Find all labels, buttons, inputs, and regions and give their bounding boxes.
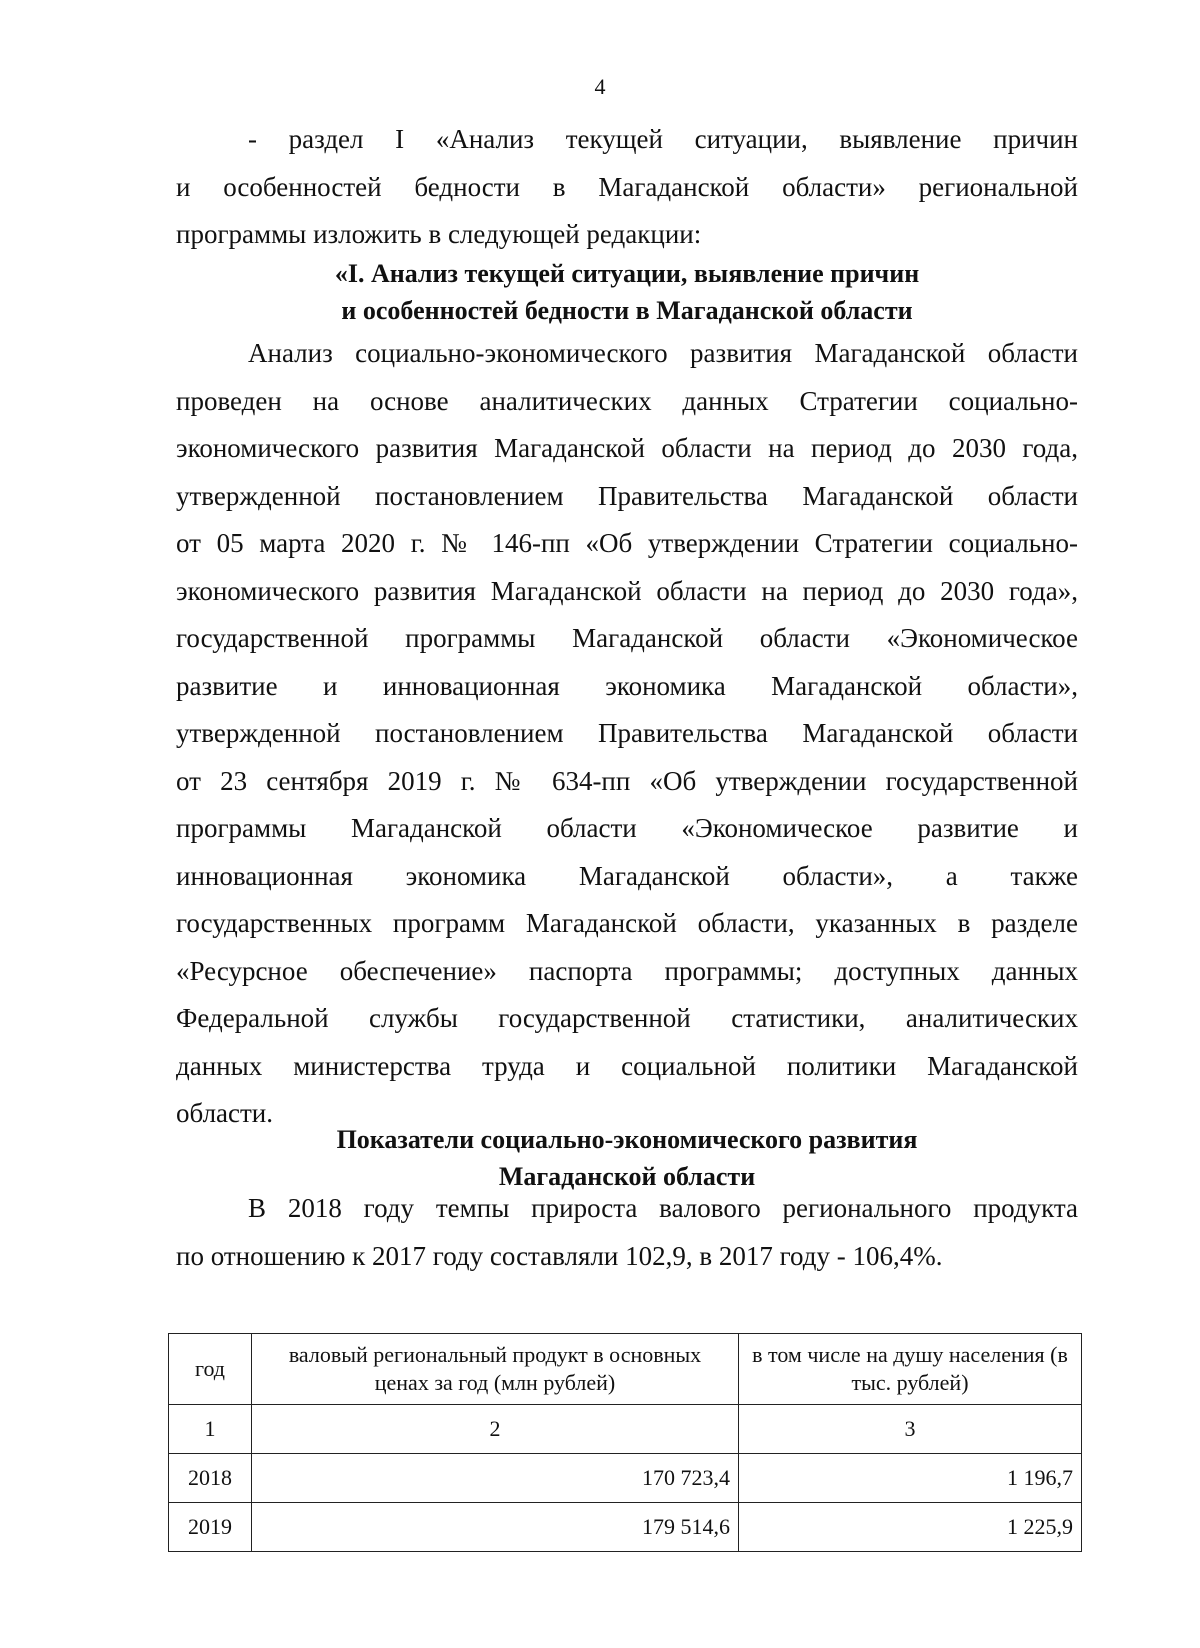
analysis-line: данных министерства труда и социальной политики Магаданской xyxy=(176,1050,1078,1081)
intro-paragraph xyxy=(176,116,1078,259)
analysis-line: развитие и инновационная экономика Магаданской области», xyxy=(176,670,1078,701)
analysis-line: проведен на основе аналитических данных Стратегии социально- xyxy=(176,385,1078,416)
analysis-line: Федеральной службы государственной статистики, аналитических xyxy=(176,1003,1078,1033)
table-cell: 2018 xyxy=(169,1454,252,1503)
analysis-line: утвержденной постановлением Правительства Магаданской области xyxy=(176,480,1078,511)
table-cell: 1 196,7 xyxy=(739,1454,1082,1503)
analysis-paragraph xyxy=(176,330,1078,1138)
intro-line: программы изложить в следующей редакции: xyxy=(176,219,702,249)
analysis-line: инновационная экономика Магаданской области», а также xyxy=(176,860,1078,891)
table-cell: 1 xyxy=(169,1405,252,1454)
column-header-year: год xyxy=(169,1334,252,1405)
analysis-line: от 23 сентября 2019 г. № 634-пп «Об утверждении государственной xyxy=(176,765,1078,796)
column-header-grp: валовый региональный продукт в основных ценах за год (млн рублей) xyxy=(252,1334,739,1405)
gdp-paragraph xyxy=(176,1185,1078,1280)
section-heading-line: и особенностей бедности в Магаданской области xyxy=(341,296,913,325)
gdp-line: В 2018 году темпы прироста валового регионального продукта xyxy=(248,1193,1078,1223)
page-number: 4 xyxy=(594,74,606,99)
analysis-line: «Ресурсное обеспечение» паспорта программы; доступных данных xyxy=(176,955,1078,986)
analysis-line: программы Магаданской области «Экономическое развитие и xyxy=(176,813,1078,843)
table-cell: 179 514,6 xyxy=(252,1503,739,1552)
indicators-heading-line: Показатели социально-экономического развития xyxy=(336,1125,918,1154)
section-heading-line: «I. Анализ текущей ситуации, выявление причин xyxy=(334,259,920,288)
gdp-line: по отношению к 2017 году составляли 102,9, в 2017 году - 106,4%. xyxy=(176,1240,943,1271)
column-header-per-capita: в том числе на душу населения (в тыс. рублей) xyxy=(739,1334,1082,1405)
table-cell: 2019 xyxy=(169,1503,252,1552)
table-cell: 1 225,9 xyxy=(739,1503,1082,1552)
table-row xyxy=(169,1503,1082,1552)
analysis-line: Анализ социально-экономического развития Магаданской области xyxy=(248,338,1078,368)
table-cell: 3 xyxy=(739,1405,1082,1454)
analysis-line: утвержденной постановлением Правительства Магаданской области xyxy=(176,718,1078,748)
indicators-heading-line: Магаданской области xyxy=(498,1162,756,1191)
analysis-line: государственной программы Магаданской области «Экономическое xyxy=(176,623,1078,653)
analysis-line: от 05 марта 2020 г. № 146-пп «Об утверждении Стратегии социально- xyxy=(176,528,1078,558)
analysis-line: области. xyxy=(176,1098,274,1128)
table-header-row xyxy=(169,1334,1082,1405)
analysis-line: экономического развития Магаданской области на период до 2030 года», xyxy=(176,575,1078,606)
table-cell: 170 723,4 xyxy=(252,1454,739,1503)
table-row xyxy=(169,1454,1082,1503)
analysis-line: экономического развития Магаданской области на период до 2030 года, xyxy=(176,433,1078,463)
indicators-heading xyxy=(176,1121,1078,1195)
intro-line: и особенностей бедности в Магаданской области» региональной xyxy=(176,171,1078,202)
analysis-line: государственных программ Магаданской области, указанных в разделе xyxy=(176,908,1078,938)
gdp-table xyxy=(168,1333,1082,1552)
table-cell: 2 xyxy=(252,1405,739,1454)
section-heading xyxy=(176,255,1078,329)
intro-line: - раздел I «Анализ текущей ситуации, выявление причин xyxy=(248,124,1078,154)
table-index-row xyxy=(169,1405,1082,1454)
